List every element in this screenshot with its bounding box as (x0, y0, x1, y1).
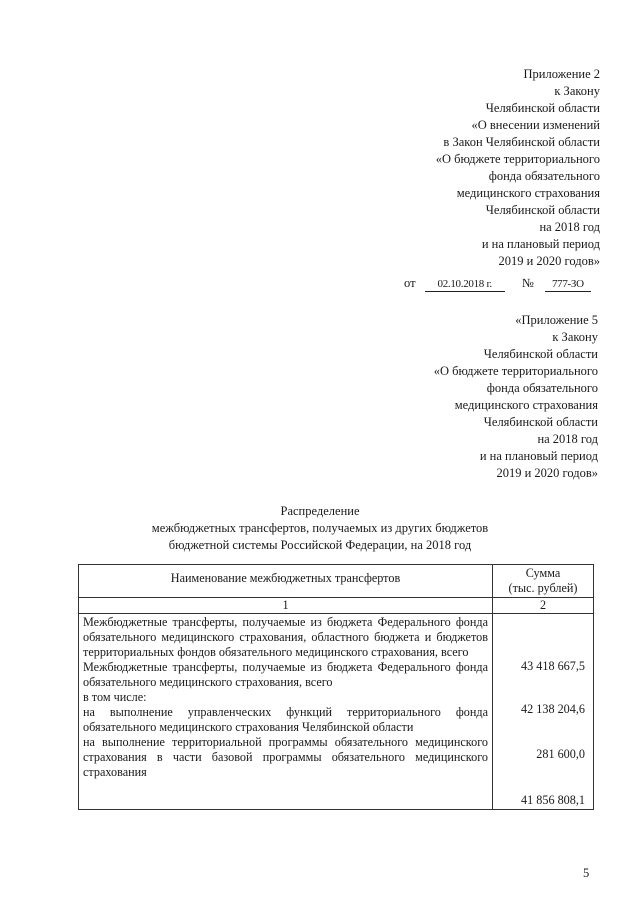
row-name: на выполнение управленческих функций территориального фонда обязательного медицинского страхования Челябинской области (83, 705, 488, 734)
title-line: бюджетной системы Российской Федерации, на 2018 год (168, 538, 472, 552)
header-name-cell (79, 565, 493, 598)
row-sum: 43 418 667,5 (521, 659, 585, 673)
row-name: Межбюджетные трансферты, получаемые из бюджета Федерального фонда обязательного медицинского страхования, всего (83, 660, 488, 689)
row-sum: 42 138 204,6 (521, 702, 585, 716)
appendix-5-line: на 2018 год (537, 432, 598, 446)
appendix-5-line: 2019 и 2020 годов» (496, 466, 598, 480)
header-sum-line: Сумма (525, 566, 561, 580)
appendix-2-line: в Закон Челябинской области (443, 135, 600, 149)
appendix-5-line: Челябинской области (483, 347, 598, 361)
transfers-table (78, 564, 594, 810)
row-sum: 41 856 808,1 (521, 793, 585, 807)
title-line: Распределение (280, 504, 360, 518)
header-sum-line: (тыс. рублей) (508, 581, 578, 595)
appendix-2-header (436, 66, 600, 270)
law-date-number-line (404, 276, 591, 292)
appendix-5-line: «Приложение 5 (515, 313, 598, 327)
appendix-5-line: «О бюджете территориального (433, 364, 598, 378)
header-name: Наименование межбюджетных трансфертов (170, 571, 401, 585)
appendix-2-line: фонда обязательного (488, 169, 600, 183)
appendix-2-line: Приложение 2 (523, 67, 600, 81)
row-name: на выполнение территориальной программы обязательного медицинского страхования в части базовой программы обязательного медицинского страхования (83, 735, 488, 779)
appendix-2-line: медицинского страхования (456, 186, 600, 200)
law-number: 777-ЗО (545, 278, 591, 292)
document-title (100, 503, 540, 554)
number-sign: № (521, 276, 534, 290)
appendix-2-line: Челябинской области (485, 101, 600, 115)
table-header-row (79, 565, 594, 598)
column-number-row (79, 598, 594, 614)
appendix-5-line: Челябинской области (483, 415, 598, 429)
page-number: 5 (583, 866, 590, 880)
row-sum: 281 600,0 (536, 747, 585, 761)
table-body-row (79, 614, 594, 810)
row-name: в том числе: (83, 690, 147, 704)
from-label: от (404, 276, 416, 290)
table-body-sums (493, 614, 594, 810)
column-number-1: 1 (79, 598, 493, 614)
title-line: межбюджетных трансфертов, получаемых из других бюджетов (151, 521, 489, 535)
column-number-2: 2 (493, 598, 594, 614)
appendix-5-line: и на плановый период (479, 449, 598, 463)
appendix-2-line: к Закону (554, 84, 600, 98)
appendix-2-line: на 2018 год (539, 220, 600, 234)
appendix-2-line: 2019 и 2020 годов» (498, 254, 600, 268)
appendix-5-line: к Закону (552, 330, 598, 344)
law-date: 02.10.2018 г. (425, 278, 505, 292)
appendix-2-line: «О внесении изменений (471, 118, 600, 132)
table-body-names (79, 614, 493, 810)
appendix-5-header (434, 312, 598, 482)
appendix-2-line: и на плановый период (481, 237, 600, 251)
header-sum-cell (493, 565, 594, 598)
appendix-2-line: Челябинской области (485, 203, 600, 217)
appendix-5-line: фонда обязательного (486, 381, 598, 395)
appendix-2-line: «О бюджете территориального (435, 152, 600, 166)
row-name: Межбюджетные трансферты, получаемые из бюджета Федерального фонда обязательного медицинского страхования, областного бюджета и бюджетов территориальных фондов обязательного медицинского страхования, всего (83, 615, 488, 659)
appendix-5-line: медицинского страхования (454, 398, 598, 412)
